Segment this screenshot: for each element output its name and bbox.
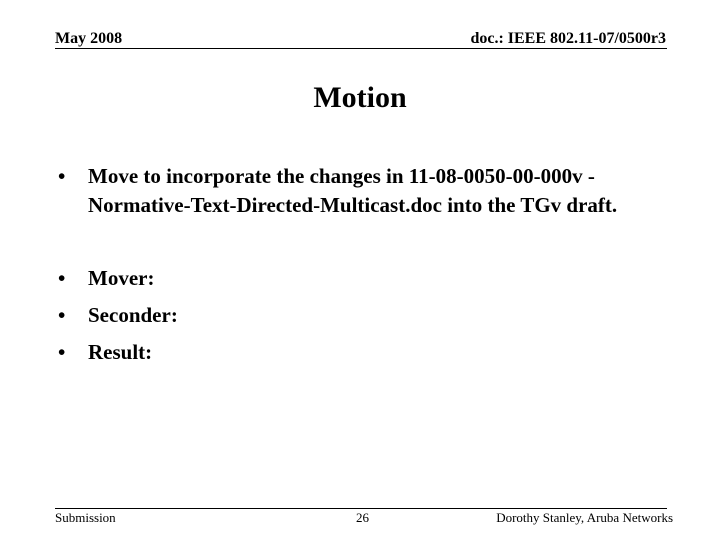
bullet-item-result <box>58 338 678 367</box>
slide-title: Motion <box>313 81 407 114</box>
footer-rule <box>55 508 667 509</box>
footer-author: Dorothy Stanley, Aruba Networks <box>496 510 673 525</box>
header-rule <box>55 48 667 49</box>
bullet-marker: • <box>58 303 66 327</box>
bullet-item-seconder <box>58 301 678 330</box>
bullet-item-mover <box>58 264 678 293</box>
header-date: May 2008 <box>55 30 123 47</box>
bullet-item-motion <box>58 162 678 220</box>
footer-page-number: 26 <box>356 510 369 525</box>
bullet-text: Mover: <box>88 266 155 290</box>
bullet-marker: • <box>58 266 66 290</box>
bullet-marker: • <box>58 340 66 364</box>
bullet-marker: • <box>58 164 66 188</box>
footer-submission: Submission <box>55 510 116 525</box>
bullet-text: Seconder: <box>88 303 178 327</box>
bullet-text: Move to incorporate the changes in 11-08-0050-00-000v -Normative-Text-Directed-Multicast.doc into the TGv draft. <box>88 164 618 217</box>
bullet-list <box>58 162 678 367</box>
header-doc-id: doc.: IEEE 802.11-07/0500r3 <box>470 30 666 47</box>
bullet-text: Result: <box>88 340 153 364</box>
